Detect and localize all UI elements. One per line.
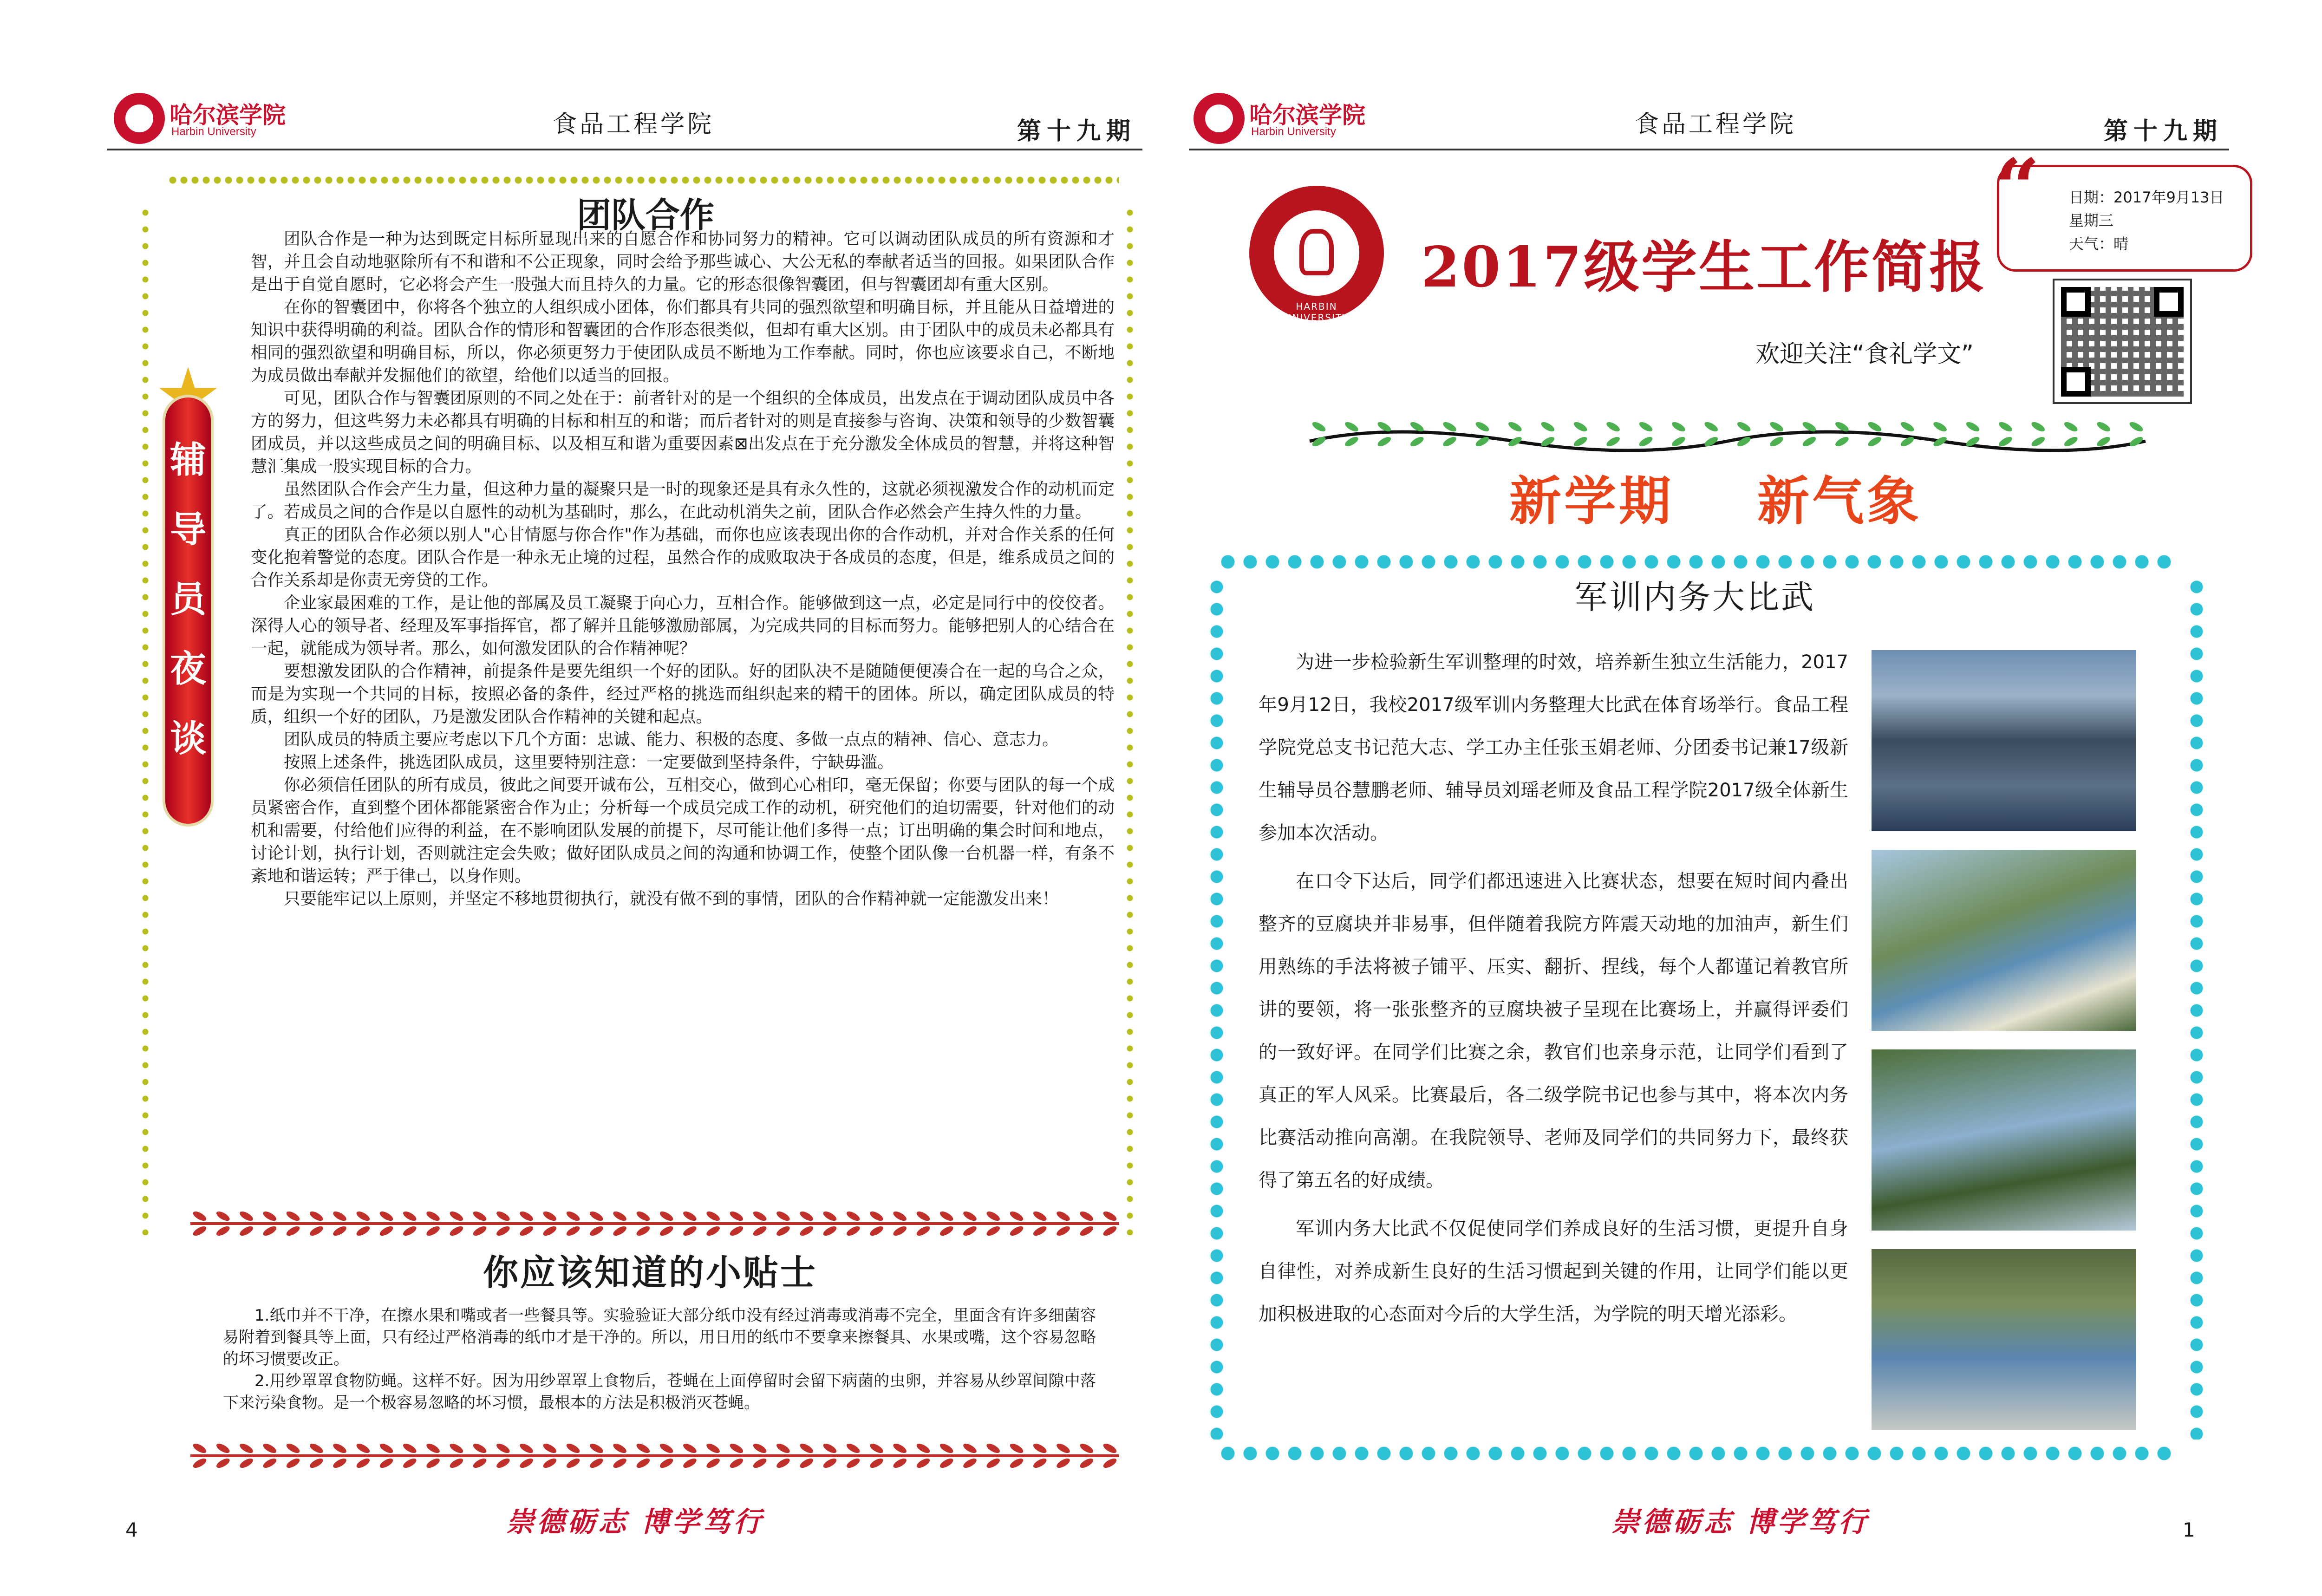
vine-leaf	[1572, 435, 1589, 448]
footer-motto: 崇德砺志 博学笃行	[506, 1506, 764, 1538]
vine-leaf	[822, 1225, 838, 1238]
vine-leaf	[892, 1225, 908, 1238]
vine-leaf	[565, 1457, 581, 1470]
vine-leaf	[588, 1457, 605, 1470]
vine-leaf	[659, 1442, 675, 1455]
vine-leaf	[892, 1442, 908, 1455]
vine-leaf	[448, 1225, 464, 1238]
header-divider	[107, 149, 1142, 150]
blue-frame-right	[2187, 576, 2206, 1440]
vine-leaf	[962, 1225, 978, 1238]
vine-leaf	[472, 1210, 488, 1223]
frame-top-dots	[167, 174, 1119, 186]
vine-leaf	[845, 1225, 861, 1238]
vine-leaf	[659, 1210, 675, 1223]
university-logo	[1194, 93, 1365, 153]
vine-leaf	[495, 1442, 511, 1455]
vine-leaf	[1768, 420, 1785, 433]
vine-leaf	[635, 1210, 652, 1223]
vine-leaf	[332, 1442, 348, 1455]
article-paragraph: 可见，团队合作与智囊团原则的不同之处在于：前者针对的是一个组织的全体成员，出发点在于调动团队成员中各方的努力，但这些努力未必都具有明确的目标和相互的和谐；而后者针对的则是直接参与咨询、决策和领导的少数智囊团成员，并以这些成员之间的明确目标、以及相互和谐为重要因素⊠出发点在于充分激发全体成员的智慧，并将这种智慧汇集成一股实现目标的合力。	[251, 389, 1115, 476]
vine-leaf	[2030, 435, 2046, 448]
blue-frame-left	[1207, 576, 1226, 1440]
vine-leaf	[425, 1210, 441, 1223]
vine-leaf	[402, 1457, 418, 1470]
vine-leaf	[892, 1210, 908, 1223]
vine-leaf	[962, 1442, 978, 1455]
vine-leaf	[1965, 420, 1981, 433]
vine-leaf	[1605, 435, 1621, 448]
tip-paragraph: 2.用纱罩罩食物防蝇。这样不好。因为用纱罩罩上食物后，苍蝇在上面停留时会留下病菌的虫卵，并容易从纱罩间隙中落下来污染食物。是一个极容易忽略的坏习惯，最根本的方法是积极消灭苍蝇。	[223, 1372, 1096, 1412]
vine-leaf	[985, 1225, 1001, 1238]
vine-leaf	[752, 1210, 768, 1223]
vine-leaf	[192, 1225, 208, 1238]
vine-leaf	[1055, 1442, 1071, 1455]
vine-leaf	[705, 1225, 721, 1238]
vine-leaf	[1078, 1457, 1095, 1470]
sidebar-char: 夜	[170, 648, 206, 690]
sidebar-char: 辅	[170, 439, 206, 481]
photo-student-inspection	[1872, 1249, 2136, 1430]
slogan: 新学期 新气象	[1509, 471, 1922, 532]
follow-text: 欢迎关注“食礼学文”	[1755, 340, 1974, 368]
vine-leaf	[939, 1210, 955, 1223]
vine-leaf	[1311, 420, 1327, 433]
vine-leaf	[1055, 1210, 1071, 1223]
vine-leaf	[1932, 420, 1948, 433]
vine-leaf	[518, 1225, 535, 1238]
vine-leaf	[332, 1457, 348, 1470]
news-body	[1259, 641, 1848, 1335]
vine-leaf	[798, 1225, 815, 1238]
frame-right-dots	[1124, 204, 1136, 1235]
article-paragraph: 真正的团队合作必须以别人"心甘情愿与你合作"作为基础，而你也应该表现出你的合作动机，并对合作关系的任何变化抱着警觉的态度。团队合作是一种永无止境的过程，虽然合作的成败取决于各成员的态度，但是，维系成员之间的合作关系却是你责无旁贷的工作。	[251, 525, 1115, 590]
vine-leaf	[541, 1442, 558, 1455]
vine-leaf	[729, 1225, 745, 1238]
vine-leaf	[868, 1225, 885, 1238]
vine-leaf	[215, 1210, 231, 1223]
vine-leaf	[775, 1225, 791, 1238]
vine-leaf	[729, 1457, 745, 1470]
sidebar-char: 员	[170, 578, 206, 620]
vine-leaf	[1638, 435, 1654, 448]
issue-date: 日期：2017年9月13日	[2069, 189, 2224, 206]
university-name-en: Harbin University	[1251, 125, 1336, 138]
vine-leaf	[495, 1457, 511, 1470]
vine-leaf	[962, 1457, 978, 1470]
issue-number: 第十九期	[1017, 117, 1136, 145]
vine-leaf	[541, 1225, 558, 1238]
vine-leaf	[635, 1225, 652, 1238]
masthead-title: 2017级学生工作简报	[1421, 235, 1987, 300]
article-body	[251, 228, 1115, 910]
vine-leaf	[308, 1457, 325, 1470]
vine-leaf	[261, 1457, 278, 1470]
vine-leaf	[1344, 435, 1360, 448]
college-seal	[1249, 186, 1384, 323]
vine-leaf	[308, 1442, 325, 1455]
vine-leaf	[985, 1442, 1001, 1455]
vine-leaf	[378, 1225, 395, 1238]
qr-finder-tr	[2154, 287, 2184, 317]
vine-leaf	[1078, 1225, 1095, 1238]
vine-leaf	[541, 1457, 558, 1470]
vine-leaf	[215, 1442, 231, 1455]
vine-leaf	[1376, 435, 1392, 448]
article-paragraph: 虽然团队合作会产生力量，但这种力量的凝聚只是一时的现象还是具有永久性的，这就必须视激发合作的动机而定了。若成员之间的合作是以自愿性的动机为基础时，那么，在此动机消失之前，团队合作必然会产生持久性的力量。	[251, 480, 1115, 521]
vine-leaf	[402, 1225, 418, 1238]
vine-leaf	[705, 1210, 721, 1223]
vine-leaf	[915, 1442, 932, 1455]
vine-leaf	[892, 1457, 908, 1470]
vine-leaf	[2030, 420, 2046, 433]
article-paragraph: 企业家最困难的工作，是让他的部属及员工凝聚于向心力，互相合作。能够做到这一点，必定是同行中的佼佼者。深得人心的领导者、经理及军事指挥官，都了解并且能够激励部属，为完成共同的目标而努力。能够把别人的心结合在一起，就能成为领导者。那么，如何激发团队的合作精神呢？	[251, 593, 1115, 658]
vine-leaf	[448, 1210, 464, 1223]
vine-leaf	[1474, 420, 1491, 433]
vine-leaf	[705, 1457, 721, 1470]
vine-leaf	[261, 1225, 278, 1238]
vine-leaf	[705, 1442, 721, 1455]
vine-leaf	[518, 1457, 535, 1470]
vine-leaf	[1409, 435, 1425, 448]
vine-leaf	[729, 1210, 745, 1223]
article-paragraph: 团队成员的特质主要应考虑以下几个方面：忠诚、能力、积极的态度、多做一点点的精神、信心、意志力。	[284, 730, 1059, 749]
quote-icon: “	[1995, 142, 2040, 235]
vine-leaf	[192, 1210, 208, 1223]
vine-leaf	[635, 1442, 652, 1455]
vine-leaf	[939, 1442, 955, 1455]
university-name-en: Harbin University	[171, 125, 256, 138]
vine-leaf	[472, 1225, 488, 1238]
vine-leaf	[1032, 1442, 1048, 1455]
article-paragraph: 只要能牢记以上原则，并坚定不移地贯彻执行，就没有做不到的事情，团队的合作精神就一定能激发出来！	[284, 889, 1059, 908]
vine-leaf	[565, 1210, 581, 1223]
vine-leaf	[1009, 1442, 1025, 1455]
vine-leaf	[378, 1442, 395, 1455]
vine-leaf	[822, 1210, 838, 1223]
vine-leaf	[1834, 435, 1850, 448]
vine-leaf	[682, 1225, 698, 1238]
vine-leaf	[448, 1457, 464, 1470]
vine-leaf	[845, 1457, 861, 1470]
vine-leaf	[1102, 1225, 1118, 1238]
vine-leaf	[192, 1442, 208, 1455]
vine-leaf	[1009, 1225, 1025, 1238]
vine-leaf	[238, 1225, 254, 1238]
vine-leaf	[962, 1210, 978, 1223]
vine-leaf	[915, 1210, 932, 1223]
vine-leaf	[798, 1210, 815, 1223]
black-vine-divider	[1300, 418, 2155, 464]
qr-code	[2053, 279, 2192, 404]
vine-leaf	[1801, 435, 1818, 448]
page-number: 1	[2183, 1518, 2195, 1541]
vine-leaf	[1102, 1457, 1118, 1470]
vine-leaf	[495, 1210, 511, 1223]
seal-inner	[1270, 207, 1363, 300]
news-paragraph: 军训内务大比武不仅促使同学们养成良好的生活习惯，更提升自身自律性，对养成新生良好的生活习惯起到关键的作用，让同学们能以更加积极进取的心态面对今后的大学生活，为学院的明天增光添彩。	[1259, 1218, 1848, 1325]
vine-leaf	[518, 1210, 535, 1223]
vine-leaf	[1078, 1442, 1095, 1455]
university-logo	[114, 93, 286, 153]
vine-leaf	[1009, 1210, 1025, 1223]
vine-leaf	[285, 1457, 301, 1470]
vine-leaf	[472, 1457, 488, 1470]
vine-leaf	[798, 1442, 815, 1455]
vine-leaf	[565, 1225, 581, 1238]
vine-leaf	[402, 1210, 418, 1223]
tips-body	[223, 1305, 1096, 1414]
vine-leaf	[752, 1225, 768, 1238]
vine-leaf	[915, 1225, 932, 1238]
vine-leaf	[845, 1442, 861, 1455]
vine-leaf	[238, 1457, 254, 1470]
news-paragraph: 在口令下达后，同学们都迅速进入比赛状态，想要在短时间内叠出整齐的豆腐块并非易事，但伴随着我院方阵震天动地的加油声，新生们用熟练的手法将被子铺平、压实、翻折、捏线，每个人都谨记着教官所讲的要领，将一张张整齐的豆腐块被子呈现在比赛场上，并赢得评委们的一致好评。在同学们比赛之余，教官们也亲身示范，让同学们看到了真正的军人风采。比赛最后，各二级学院书记也参与其中，将本次内务比赛活动推向高潮。在我院领导、老师及同学们的共同努力下，最终获得了第五名的好成绩。	[1259, 871, 1848, 1191]
vine-leaf	[285, 1442, 301, 1455]
school-name: 食品工程学院	[1635, 111, 1797, 138]
vine-leaf	[192, 1457, 208, 1470]
vine-leaf	[402, 1442, 418, 1455]
article-paragraph: 按照上述条件，挑选团队成员，这里要特别注意：一定要做到坚持条件，宁缺毋滥。	[284, 753, 894, 772]
article-paragraph: 你必须信任团队的所有成员，彼此之间要开诚布公，互相交心，做到心心相印，毫无保留；你要与团队的每一个成员紧密合作，直到整个团体都能紧密合作为止；分析每一个成员完成工作的动机，研究他们的迫切需要，针对他们的动机和需要，付给他们应得的利益，在不影响团队发展的前提下，尽可能让他们多得一点；订出明确的集会时间和地点，讨论计划，执行计划，否则就注定会失败；做好团队成员之间的沟通和协调工作，使整个团队像一台机器一样，有条不紊地和谐运转；严于律己，以身作则。	[251, 775, 1115, 886]
blue-frame-top	[1217, 553, 2173, 571]
vine-leaf	[659, 1225, 675, 1238]
qr-finder-tl	[2061, 287, 2091, 317]
vine-leaf	[425, 1442, 441, 1455]
vine-leaf	[285, 1210, 301, 1223]
vine-leaf	[378, 1210, 395, 1223]
vine-leaf	[868, 1442, 885, 1455]
vine-leaf	[448, 1442, 464, 1455]
photo-instructor-demo	[1872, 1049, 2136, 1231]
vine-leaf	[798, 1457, 815, 1470]
right-page	[1161, 0, 2322, 1596]
vine-leaf	[355, 1442, 371, 1455]
vine-leaf	[868, 1210, 885, 1223]
vine-leaf	[729, 1442, 745, 1455]
vine-leaf	[612, 1210, 628, 1223]
vine-leaf	[1736, 420, 1752, 433]
vine-leaf	[518, 1442, 535, 1455]
vine-leaf	[1055, 1457, 1071, 1470]
page-number: 4	[125, 1518, 138, 1541]
vine-leaf	[215, 1225, 231, 1238]
vine-leaf	[1997, 420, 2014, 433]
vine-leaf	[1055, 1225, 1071, 1238]
vine-leaf	[355, 1210, 371, 1223]
issue-weekday: 星期三	[2069, 212, 2114, 229]
vine-leaf	[612, 1442, 628, 1455]
vine-leaf	[1866, 435, 1883, 448]
vine-leaf	[985, 1457, 1001, 1470]
vine-leaf	[261, 1442, 278, 1455]
vine-leaf	[985, 1210, 1001, 1223]
university-name-cn: 哈尔滨学院	[170, 101, 286, 129]
vine-leaf	[378, 1457, 395, 1470]
vine-leaf	[682, 1210, 698, 1223]
vine-leaf	[1078, 1210, 1095, 1223]
frame-left-dots	[139, 204, 151, 1235]
vine-leaf	[775, 1210, 791, 1223]
vine-leaf	[752, 1442, 768, 1455]
sidebar-char: 导	[170, 508, 206, 551]
vine-leaf	[682, 1442, 698, 1455]
qr-finder-bl	[2061, 367, 2091, 397]
vine-leaf	[682, 1457, 698, 1470]
header-divider	[1189, 149, 2229, 150]
vine-divider-bottom	[181, 1440, 1128, 1472]
vine-leaf	[1703, 420, 1719, 433]
tip-paragraph: 1.纸巾并不干净，在擦水果和嘴或者一些餐具等。实验验证大部分纸巾没有经过消毒或消毒不完全，里面含有许多细菌容易附着到餐具等上面，只有经过严格消毒的纸巾才是干净的。所以，用日用的纸巾不要拿来擦餐具、水果或嘴，这个容易忽略的坏习惯要改正。	[223, 1306, 1096, 1368]
vine-leaf	[425, 1225, 441, 1238]
vine-leaf	[1638, 420, 1654, 433]
vine-leaf	[1670, 420, 1687, 433]
vine-leaf	[1997, 435, 2014, 448]
vine-leaf	[1009, 1457, 1025, 1470]
photo-folding-quilts	[1872, 850, 2136, 1031]
vine-leaf	[425, 1457, 441, 1470]
vine-leaf	[939, 1225, 955, 1238]
vine-leaf	[472, 1442, 488, 1455]
news-paragraph: 为进一步检验新生军训整理的时效，培养新生独立生活能力，2017年9月12日，我校2017级军训内务整理大比武在体育场举行。食品工程学院党总支书记范大志、学工办主任张玉娟老师、分团委书记兼17级新生辅导员谷慧鹏老师、辅导员刘瑶老师及食品工程学院2017级全体新生参加本次活动。	[1259, 651, 1848, 844]
vine-leaf	[775, 1457, 791, 1470]
issue-number: 第十九期	[2104, 117, 2223, 145]
vine-leaf	[1102, 1442, 1118, 1455]
vine-leaf	[308, 1225, 325, 1238]
vine-leaf	[2128, 420, 2145, 433]
vine-leaf	[1572, 420, 1589, 433]
vine-leaf	[308, 1210, 325, 1223]
vine-leaf	[659, 1457, 675, 1470]
university-name-cn: 哈尔滨学院	[1249, 101, 1365, 129]
article-paragraph: 在你的智囊团中，你将各个独立的人组织成小团体，你们都具有共同的强烈欲望和明确目标，并且能从日益增进的知识中获得明确的利益。团队合作的情形和智囊团的合作形态很类似，但却有重大区别。由于团队中的成员未必都具有相同的强烈欲望和明确目标，所以，你必须更努力于使团队成员不断地为工作奉献。同时，你也应该要求自己，不断地为成员做出奉献并发掘他们的欲望，给他们以适当的回报。	[251, 298, 1115, 385]
vine-leaf	[752, 1457, 768, 1470]
blue-frame-bottom	[1217, 1444, 2173, 1463]
vine-leaf	[822, 1457, 838, 1470]
vine-leaf	[612, 1225, 628, 1238]
school-name: 食品工程学院	[553, 111, 715, 138]
vine-leaf	[215, 1457, 231, 1470]
vine-leaf	[332, 1210, 348, 1223]
news-title: 军训内务大比武	[1575, 578, 1815, 616]
vine-leaf	[1344, 420, 1360, 433]
vine-leaf	[1768, 435, 1785, 448]
vine-leaf	[1032, 1457, 1048, 1470]
issue-weather: 天气：晴	[2069, 235, 2129, 253]
article-paragraph: 要想激发团队的合作精神，前提条件是要先组织一个好的团队。好的团队决不是随随便便凑合在一起的乌合之众，而是为实现一个共同的目标，按照必备的条件，经过严格的挑选而组织起来的精干的团体。所以，确定团队成员的特质，组织一个好的团队，乃是激发团队合作精神的关键和起点。	[251, 662, 1115, 726]
vine-leaf	[588, 1225, 605, 1238]
vine-leaf	[1441, 420, 1458, 433]
vine-leaf	[822, 1442, 838, 1455]
university-emblem-icon	[114, 93, 165, 144]
vine-leaf	[2095, 420, 2112, 433]
vine-leaf	[1539, 420, 1556, 433]
vine-leaf	[939, 1457, 955, 1470]
vine-leaf	[1507, 420, 1523, 433]
vine-leaf	[1102, 1210, 1118, 1223]
photo-competition-venue	[1872, 650, 2136, 831]
vine-leaf	[1032, 1225, 1048, 1238]
vine-leaf	[355, 1457, 371, 1470]
vine-leaf	[1032, 1210, 1048, 1223]
sidebar-banner	[163, 395, 214, 827]
vine-leaf	[495, 1225, 511, 1238]
vine-leaf	[1605, 420, 1621, 433]
date-box	[1995, 142, 2252, 272]
vine-leaf	[261, 1210, 278, 1223]
vine-leaf	[612, 1457, 628, 1470]
vine-leaf	[2063, 435, 2079, 448]
vine-leaf	[775, 1442, 791, 1455]
vine-leaf	[541, 1210, 558, 1223]
seal-glyph-icon	[1299, 229, 1334, 275]
vine-leaf	[1899, 420, 1916, 433]
vine-leaf	[1866, 420, 1883, 433]
vine-leaf	[1441, 435, 1458, 448]
vine-leaf	[635, 1457, 652, 1470]
sidebar-char: 谈	[170, 717, 206, 760]
vine-leaf	[845, 1210, 861, 1223]
vine-leaf	[332, 1225, 348, 1238]
university-emblem-icon	[1194, 93, 1245, 144]
vine-leaf	[238, 1210, 254, 1223]
footer-motto: 崇德砺志 博学笃行	[1611, 1506, 1869, 1538]
vine-leaf	[915, 1457, 932, 1470]
article-paragraph: 团队合作是一种为达到既定目标所显现出来的自愿合作和协同努力的精神。它可以调动团队成员的所有资源和才智，并且会自动地驱除所有不和谐和不公正现象，同时会给予那些诚心、大公无私的奉献者适当的回报。如果团队合作是出于自觉自愿时，它必将会产生一股强大而且持久的力量。它的形态很像智囊团，但与智囊团却有重大区别。	[251, 229, 1115, 294]
article-title: 团队合作	[577, 195, 714, 235]
vine-leaf	[588, 1210, 605, 1223]
vine-leaf	[565, 1442, 581, 1455]
vine-divider-top	[181, 1207, 1128, 1240]
seal-text: HARBIN UNIVERSITY	[1284, 301, 1349, 323]
vine-leaf	[2063, 420, 2079, 433]
vine-leaf	[868, 1457, 885, 1470]
tips-title: 你应该知道的小贴士	[483, 1252, 817, 1293]
vine-leaf	[588, 1442, 605, 1455]
vine-leaf	[355, 1225, 371, 1238]
vine-leaf	[285, 1225, 301, 1238]
vine-leaf	[238, 1442, 254, 1455]
